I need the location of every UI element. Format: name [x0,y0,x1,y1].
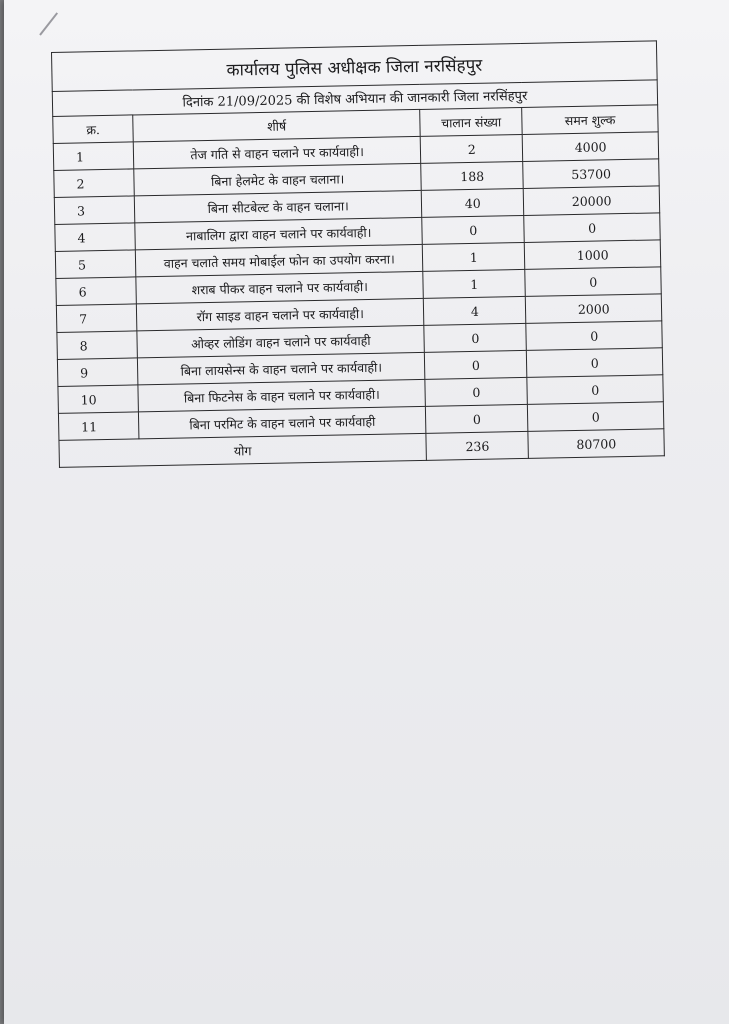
row-subject: बिना सीटबेल्ट के वाहन चलाना। [135,190,422,223]
pen-mark [39,12,58,35]
row-fine: 0 [526,321,662,351]
row-subject: बिना लायसेन्स के वाहन चलाने पर कार्यवाही। [138,352,425,385]
row-serial: 2 [54,169,135,198]
header-subject: शीर्ष [133,109,420,142]
row-serial: 6 [56,277,137,306]
row-fine: 2000 [526,294,662,324]
row-serial: 9 [57,358,138,387]
total-fine: 80700 [528,429,664,459]
row-count: 1 [422,242,525,271]
row-count: 0 [424,323,527,352]
header-challan-count: चालान संख्या [420,107,523,136]
row-serial: 11 [58,412,139,441]
row-count: 2 [420,134,523,163]
row-subject: बिना फिटनेस के वाहन चलाने पर कार्यवाही। [138,379,425,412]
row-serial: 8 [57,331,138,360]
header-fine: समन शुल्क [522,105,658,135]
row-subject: बिना हेलमेट के वाहन चलाना। [134,163,421,196]
report-table [51,40,665,468]
row-count: 4 [423,296,526,325]
row-count: 0 [422,215,525,244]
row-subject: शराब पीकर वाहन चलाने पर कार्यवाही। [136,271,423,304]
row-fine: 0 [525,267,661,297]
row-fine: 1000 [525,240,661,270]
row-count: 0 [425,404,528,433]
row-count: 188 [421,161,524,190]
row-count: 1 [423,269,526,298]
row-serial: 10 [58,385,139,414]
row-fine: 0 [524,213,660,243]
document-subtitle: दिनांक 21/09/2025 की विशेष अभियान की जानकारी जिला नरसिंहपुर [52,80,657,117]
row-subject: नाबालिग द्वारा वाहन चलाने पर कार्यवाही। [135,217,422,250]
report-sheet [51,40,665,468]
row-fine: 0 [527,375,663,405]
row-fine: 20000 [524,186,660,216]
row-serial: 3 [54,196,135,225]
row-serial: 5 [55,250,136,279]
header-serial: क्र. [53,115,134,144]
document-title: कार्यालय पुलिस अधीक्षक जिला नरसिंहपुर [52,41,658,92]
row-count: 40 [421,188,524,217]
row-fine: 0 [527,348,663,378]
row-subject: वाहन चलाते समय मोबाईल फोन का उपयोग करना। [136,244,423,277]
total-count: 236 [426,431,529,460]
row-subject: बिना परमिट के वाहन चलाने पर कार्यवाही [139,406,426,439]
row-serial: 7 [56,304,137,333]
row-serial: 4 [55,223,136,252]
row-subject: रॉग साइड वाहन चलाने पर कार्यवाही। [137,298,424,331]
row-count: 0 [425,377,528,406]
paper-sheet [4,0,729,1024]
row-count: 0 [424,350,527,379]
row-fine: 4000 [523,132,659,162]
row-serial: 1 [53,142,134,171]
row-subject: ओव्हर लोडिंग वाहन चलाने पर कार्यवाही [137,325,424,358]
row-fine: 53700 [523,159,659,189]
row-subject: तेज गति से वाहन चलाने पर कार्यवाही। [134,136,421,169]
row-fine: 0 [528,402,664,432]
total-label: योग [59,433,427,467]
